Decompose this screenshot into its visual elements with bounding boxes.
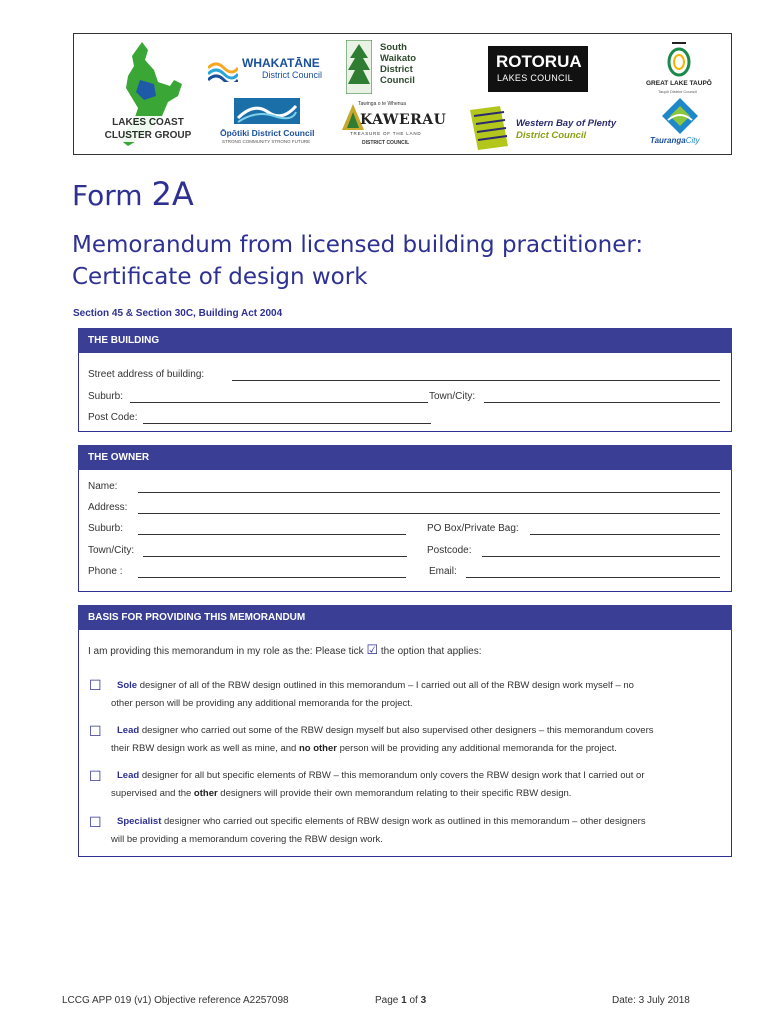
opotiki-wave-icon [234, 98, 300, 124]
owner-name-field[interactable] [138, 492, 720, 493]
tauranga-diamond-icon [662, 98, 698, 134]
footer-page-prefix: Page [375, 995, 402, 1006]
sw-line2: Waikato [380, 53, 417, 64]
option-specialist-text1: designer who carried out specific elements of RBW design work as outlined in this memorandum – other designers [161, 816, 646, 827]
owner-suburb-label: Suburb: [88, 523, 124, 534]
checkbox-sole[interactable]: ☐ [89, 677, 102, 693]
cluster-label-line1: LAKES COAST [112, 117, 184, 128]
subtitle-line1: Memorandum from licensed building practitioner: [72, 232, 644, 258]
form-title-word: Form [72, 179, 143, 212]
footer-reference: LCCG APP 019 (v1) Objective reference A2257098 [62, 995, 289, 1006]
footer-page-total: 3 [420, 995, 427, 1006]
logo-banner [73, 33, 732, 155]
owner-pobox-field[interactable] [530, 534, 720, 535]
owner-postcode-label: Postcode: [427, 545, 472, 556]
option-lead-partial-text2b: designers will provide their own memorandum relating to their specific RBW design. [217, 788, 572, 799]
option-lead-supervised [111, 722, 723, 758]
option-lead-partial-bold: other [193, 788, 218, 799]
building-section-header: THE BUILDING [78, 328, 732, 353]
option-lead-supervised-text2b: person will be providing any additional memoranda for the project. [336, 743, 617, 754]
cluster-label [98, 116, 198, 142]
building-town-label: Town/City: [429, 391, 476, 402]
option-lead-partial-text1: designer for all but specific elements of RBW – this memorandum only covers the RBW design work that I carried out or [139, 770, 645, 781]
option-lead-partial [111, 767, 723, 803]
whakatane-logo [202, 42, 334, 92]
opotiki-tagline: STRONG COMMUNITY STRONG FUTURE [222, 139, 311, 144]
owner-pobox-label: PO Box/Private Bag: [427, 523, 519, 534]
owner-town-label: Town/City: [88, 545, 135, 556]
checkbox-lead-partial[interactable]: ☐ [89, 768, 102, 784]
option-sole [111, 677, 723, 713]
option-lead-partial-key: Lead [117, 770, 140, 781]
option-lead-supervised-key: Lead [117, 725, 140, 736]
option-lead-supervised-bold: no other [298, 743, 337, 754]
street-address-field[interactable] [232, 380, 720, 381]
whakatane-sub: District Council [262, 70, 323, 80]
kawerau-tagline: TREASURE OF THE LAND [350, 131, 422, 136]
building-postcode-field[interactable] [143, 423, 431, 424]
footer-page-num: 1 [401, 995, 407, 1006]
building-suburb-field[interactable] [130, 402, 428, 403]
tauranga-sub: City [685, 136, 700, 145]
owner-phone-label: Phone : [88, 566, 123, 577]
owner-section-header: THE OWNER [78, 445, 732, 470]
option-lead-supervised-text2a: their RBW design work as well as mine, and [111, 743, 299, 754]
sw-line3: District [380, 64, 413, 75]
building-postcode-label: Post Code: [88, 412, 138, 423]
wbop-line1: Western Bay of Plenty [516, 118, 617, 129]
option-sole-key: Sole [117, 680, 138, 691]
rotorua-name: ROTORUA [496, 52, 582, 71]
option-lead-partial-text2a: supervised and the [111, 788, 194, 799]
wbop-line2: District Council [516, 130, 587, 141]
subtitle-line2: Certificate of design work [72, 264, 368, 290]
basis-intro [88, 642, 482, 658]
footer-date: Date: 3 July 2018 [612, 995, 690, 1006]
taupo-sub: Taupō District Council [658, 89, 697, 94]
owner-email-label: Email: [429, 566, 457, 577]
owner-postcode-field[interactable] [482, 556, 720, 557]
wbop-stripes-icon [470, 106, 508, 150]
form-number: 2A [151, 175, 194, 213]
owner-name-label: Name: [88, 481, 118, 492]
form-title [72, 175, 194, 213]
rotorua-logo [488, 46, 588, 92]
basis-section-header: BASIS FOR PROVIDING THIS MEMORANDUM [78, 605, 732, 630]
tauranga-logo [648, 98, 718, 152]
option-specialist-key: Specialist [117, 816, 162, 827]
kawerau-logo [336, 98, 447, 152]
kawerau-sub: DISTRICT COUNCIL [362, 140, 410, 146]
sw-line4: Council [380, 75, 415, 86]
kawerau-top: Tawinga o te Whenua [358, 101, 407, 107]
cluster-label-line2: CLUSTER GROUP [104, 130, 192, 141]
taupo-ring-icon [666, 42, 692, 78]
fern-tree-icon [346, 40, 372, 94]
sw-line1: South [380, 42, 407, 53]
building-suburb-label: Suburb: [88, 391, 124, 402]
tauranga-wordmark [650, 136, 700, 145]
whakatane-name: WHAKATĀNE [242, 56, 320, 70]
rotorua-sub: LAKES COUNCIL [497, 73, 573, 83]
tauranga-name: Tauranga [650, 136, 686, 145]
basis-intro-text: I am providing this memorandum in my role as the: Please tick [88, 646, 364, 657]
south-waikato-logo [344, 38, 428, 96]
taupo-name: GREAT LAKE TAUPŌ [646, 80, 712, 87]
footer-page-of: of [406, 995, 421, 1006]
option-sole-text1: designer of all of the RBW design outlined in this memorandum – I carried out all of the RBW design work myself – no [137, 680, 634, 691]
south-waikato-name [380, 42, 416, 86]
owner-town-field[interactable] [143, 556, 407, 557]
taupo-logo [642, 40, 718, 98]
option-specialist-text2: will be providing a memorandum covering the RBW design work. [111, 834, 383, 845]
checkbox-lead-supervised[interactable]: ☐ [89, 723, 102, 739]
owner-address-field[interactable] [138, 513, 720, 514]
opotiki-name: Ōpōtiki District Council [220, 128, 315, 138]
kawerau-name: KAWERAU [360, 112, 447, 128]
tick-icon: ☑ [366, 642, 379, 657]
opotiki-logo [202, 96, 332, 150]
option-specialist [111, 813, 723, 849]
section-reference: Section 45 & Section 30C, Building Act 2004 [73, 308, 283, 319]
wbop-logo [470, 106, 620, 150]
basis-intro-text-end: the option that applies: [380, 646, 482, 657]
footer-page [375, 995, 426, 1006]
building-town-field[interactable] [484, 402, 720, 403]
owner-email-field[interactable] [466, 577, 720, 578]
checkbox-specialist[interactable]: ☐ [89, 814, 102, 830]
owner-address-label: Address: [88, 502, 128, 513]
owner-phone-field[interactable] [138, 577, 406, 578]
wave-icon [208, 60, 238, 82]
owner-suburb-field[interactable] [138, 534, 406, 535]
street-address-label: Street address of building: [88, 369, 205, 380]
option-lead-supervised-text1: designer who carried out some of the RBW design myself but also supervised other designers – this memorandum covers [139, 725, 654, 736]
option-sole-text2: other person will be providing any additional memoranda for the project. [111, 698, 413, 709]
